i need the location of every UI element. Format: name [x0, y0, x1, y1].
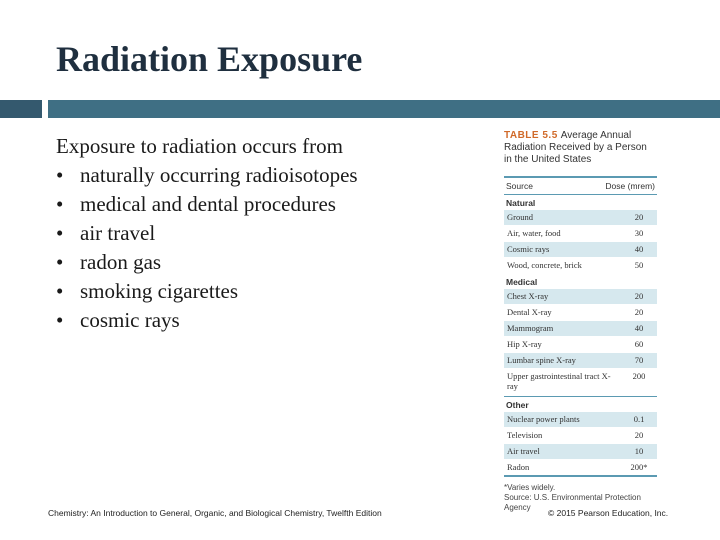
row-dose: 20: [634, 291, 644, 301]
slide-body: [56, 132, 358, 335]
table-row: [504, 337, 657, 353]
table-header: [504, 178, 657, 195]
row-source: Chest X-ray: [507, 291, 549, 301]
slide-title: Radiation Exposure: [56, 39, 363, 79]
row-source: Air, water, food: [507, 228, 561, 238]
table-row: [504, 428, 657, 444]
row-dose: 60: [634, 339, 644, 349]
row-source: Hip X-ray: [507, 339, 542, 349]
table-row: [504, 353, 657, 369]
table-row: [504, 444, 657, 460]
row-dose: 70: [634, 355, 644, 365]
list-item: • smoking cigarettes: [56, 277, 358, 306]
row-dose: 40: [634, 323, 644, 333]
table-row: [504, 412, 657, 428]
row-source: Wood, concrete, brick: [507, 260, 582, 270]
table-row: [504, 210, 657, 226]
list-item: • cosmic rays: [56, 306, 358, 335]
table-row: [504, 242, 657, 258]
row-dose: 30: [634, 228, 644, 238]
list-item: • medical and dental procedures: [56, 190, 358, 219]
row-source: Lumbar spine X-ray: [507, 355, 576, 365]
footer-book-title: Chemistry: An Introduction to General, Organic, and Biological Chemistry, Twelfth Edition: [48, 508, 382, 518]
row-source: Air travel: [507, 446, 540, 456]
row-source: Cosmic rays: [507, 244, 550, 254]
row-source: Television: [507, 430, 543, 440]
header-dose: Dose (mrem): [605, 181, 655, 191]
footer-copyright: © 2015 Pearson Education, Inc.: [548, 508, 669, 518]
section-medical: Medical: [506, 276, 538, 287]
title-divider-bar: [48, 100, 720, 118]
table-row: [504, 321, 657, 337]
footnote-source: Source: U.S. Environmental Protection Agency: [504, 493, 641, 512]
row-dose: 200: [632, 371, 646, 381]
row-dose: 40: [634, 244, 644, 254]
row-dose: 0.1: [633, 414, 645, 424]
table-row: [504, 460, 657, 477]
row-source: Nuclear power plants: [507, 414, 580, 424]
table-row: [504, 226, 657, 242]
header-source: Source: [506, 181, 533, 191]
table-row: [504, 305, 657, 321]
footnote-varies: *Varies widely.: [504, 483, 556, 492]
row-source: Ground: [507, 212, 533, 222]
row-dose: 20: [634, 430, 644, 440]
list-item: • air travel: [56, 219, 358, 248]
table-row: [504, 289, 657, 305]
section-other: Other: [504, 396, 657, 412]
table-row: [504, 369, 657, 396]
table-body: [504, 176, 657, 477]
row-dose: 10: [634, 446, 644, 456]
row-dose: 200*: [630, 462, 648, 472]
bullet-list: [56, 161, 358, 335]
section-natural: Natural: [506, 197, 536, 208]
list-item: • radon gas: [56, 248, 358, 277]
row-dose: 20: [634, 307, 644, 317]
list-item: • naturally occurring radioisotopes: [56, 161, 358, 190]
row-source: Radon: [507, 462, 530, 472]
title-accent-bar: [0, 100, 42, 118]
intro-text: Exposure to radiation occurs from: [56, 134, 343, 158]
table-row: [504, 258, 657, 274]
row-dose: 20: [634, 212, 644, 222]
row-source: Upper gastrointestinal tract X-ray: [507, 371, 611, 391]
radiation-table: [504, 130, 657, 513]
row-source: Mammogram: [507, 323, 554, 333]
table-caption: Average Annual Radiation Received by a Person in the United States: [504, 130, 647, 165]
table-title: [504, 130, 657, 166]
row-source: Dental X-ray: [507, 307, 552, 317]
table-number: TABLE 5.5: [504, 130, 558, 141]
row-dose: 50: [634, 260, 644, 270]
